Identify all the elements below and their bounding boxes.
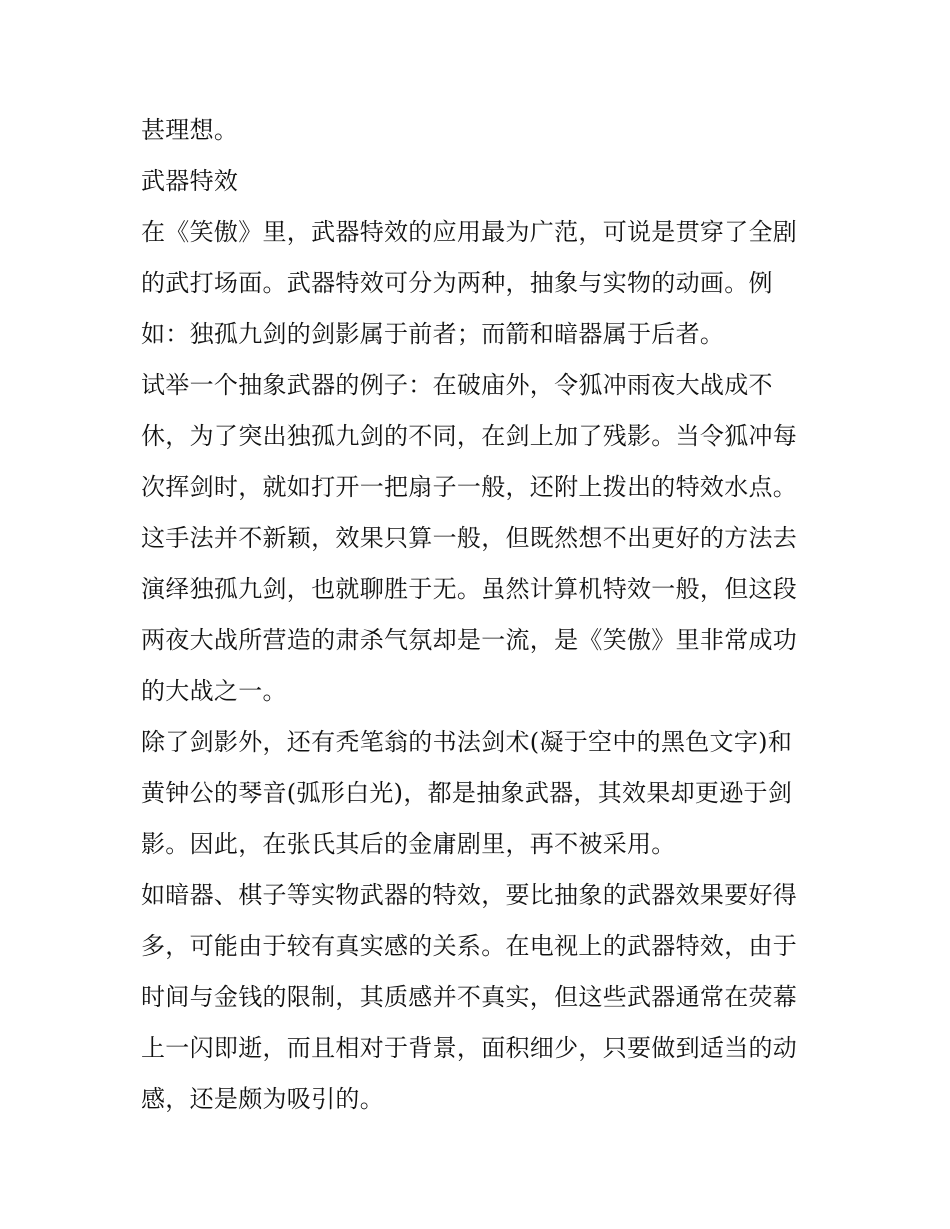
- text-line: 试举一个抽象武器的例子：在破庙外，令狐冲雨夜大战成不: [141, 371, 773, 399]
- text-line: 感，还是颇为吸引的。: [141, 1085, 384, 1113]
- text-line: 甚理想。: [141, 116, 239, 144]
- body-text: [141, 105, 821, 1125]
- text-line: 多，可能由于较有真实感的关系。在电视上的武器特效，由于: [141, 932, 798, 960]
- text-line: 时间与金钱的限制，其质感并不真实，但这些武器通常在荧幕: [141, 983, 798, 1011]
- text-line: 次挥剑时，就如打开一把扇子一般，还附上拨出的特效水点。: [141, 473, 798, 501]
- text-line: 在《笑傲》里，武器特效的应用最为广范，可说是贯穿了全剧: [141, 218, 798, 246]
- text-line: 的武打场面。武器特效可分为两种，抽象与实物的动画。例: [141, 269, 773, 297]
- text-line: 演绎独孤九剑，也就聊胜于无。虽然计算机特效一般，但这段: [141, 575, 798, 603]
- section-heading: 武器特效: [141, 167, 239, 195]
- text-line: 黄钟公的琴音(弧形白光)，都是抽象武器，其效果却更逊于剑: [141, 779, 793, 807]
- text-line: 如暗器、棋子等实物武器的特效，要比抽象的武器效果要好得: [141, 881, 798, 909]
- text-line: 休，为了突出独孤九剑的不同，在剑上加了残影。当令狐冲每: [141, 422, 798, 450]
- text-line: 的大战之一。: [141, 677, 287, 705]
- text-line: 如：独孤九剑的剑影属于前者；而箭和暗器属于后者。: [141, 320, 725, 348]
- text-line: 上一闪即逝，而且相对于背景，面积细少，只要做到适当的动: [141, 1034, 798, 1062]
- text-line: 影。因此，在张氏其后的金庸剧里，再不被采用。: [141, 830, 676, 858]
- text-line: 两夜大战所营造的肃杀气氛却是一流，是《笑傲》里非常成功: [141, 626, 798, 654]
- text-line: 除了剑影外，还有秃笔翁的书法剑术(凝于空中的黑色文字)和: [141, 728, 793, 756]
- text-line: 这手法并不新颖，效果只算一般，但既然想不出更好的方法去: [141, 524, 798, 552]
